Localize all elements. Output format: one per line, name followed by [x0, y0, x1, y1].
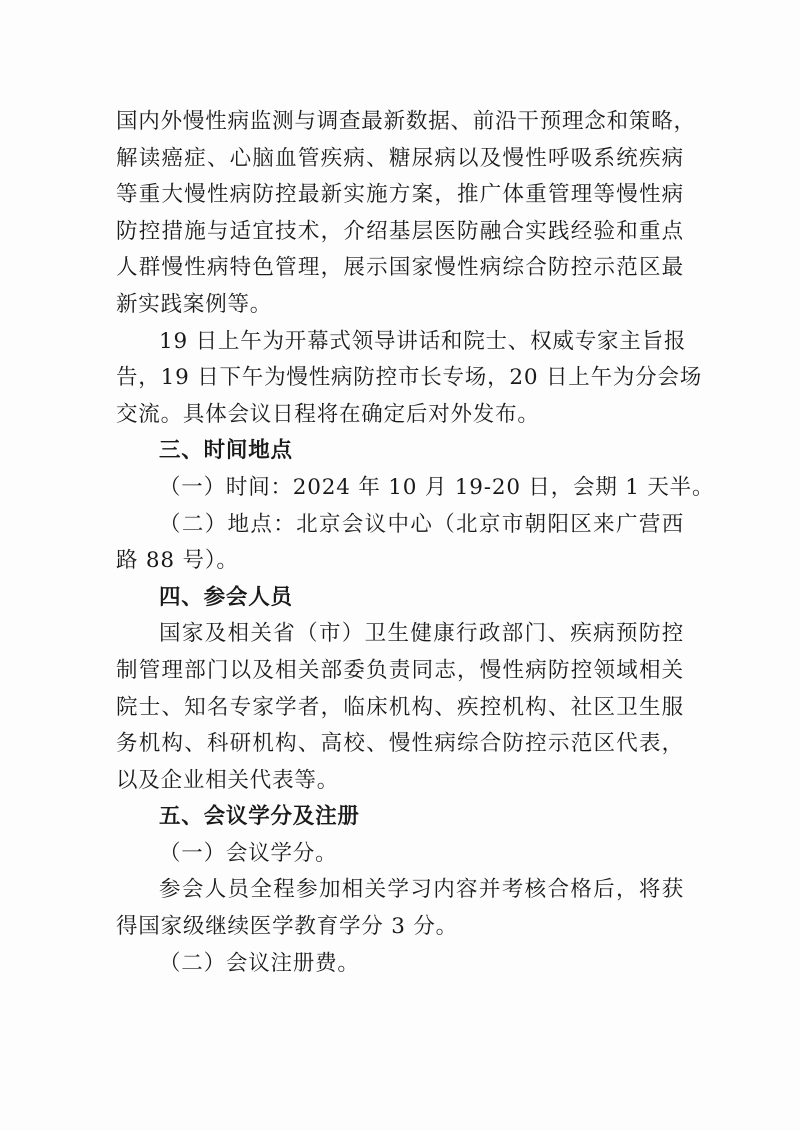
paragraph-line: 务机构、科研机构、高校、慢性病综合防控示范区代表，	[116, 731, 684, 757]
paragraph-line: 参会人员全程参加相关学习内容并考核合格后，将获	[159, 877, 684, 903]
paragraph-line: （二）会议注册费。	[159, 950, 360, 976]
paragraph-line: 以及企业相关代表等。	[116, 767, 340, 793]
paragraph-line: 交流。具体会议日程将在确定后对外发布。	[116, 401, 540, 427]
paragraph-line: 等重大慢性病防控最新实施方案，推广体重管理等慢性病	[116, 182, 684, 208]
paragraph-line: 院士、知名专家学者，临床机构、疾控机构、社区卫生服	[116, 694, 684, 720]
paragraph-line: 新实践案例等。	[116, 291, 273, 317]
paragraph-line: 人群慢性病特色管理，展示国家慢性病综合防控示范区最	[116, 255, 684, 281]
paragraph-line: 防控措施与适宜技术，介绍基层医防融合实践经验和重点	[116, 218, 684, 244]
paragraph-line: 解读癌症、心脑血管疾病、糖尿病以及慢性呼吸系统疾病	[116, 145, 684, 171]
paragraph-line: 国家及相关省（市）卫生健康行政部门、疾病预防控	[159, 621, 684, 647]
document-body	[116, 104, 715, 982]
paragraph-line: 19 日上午为开幕式领导讲话和院士、权威专家主旨报	[159, 328, 687, 354]
section-heading-credits-registration: 五、会议学分及注册	[159, 804, 360, 830]
paragraph-line: 告，19 日下午为慢性病防控市长专场，20 日上午为分会场	[116, 365, 703, 391]
paragraph-line: 路 88 号）。	[116, 548, 239, 574]
paragraph-line: 国内外慢性病监测与调查最新数据、前沿干预理念和策略，	[116, 109, 696, 134]
section-heading-time-place: 三、时间地点	[159, 438, 293, 464]
paragraph-line: （一）时间：2024 年 10 月 19-20 日，会期 1 天半。	[159, 474, 715, 500]
paragraph-line: （二）地点：北京会议中心（北京市朝阳区来广营西	[159, 511, 684, 537]
paragraph-line: 制管理部门以及相关部委负责同志，慢性病防控领域相关	[116, 657, 684, 683]
paragraph-line: 得国家级继续医学教育学分 3 分。	[116, 914, 458, 940]
paragraph-line: （一）会议学分。	[159, 840, 338, 866]
section-heading-participants: 四、参会人员	[159, 584, 293, 610]
